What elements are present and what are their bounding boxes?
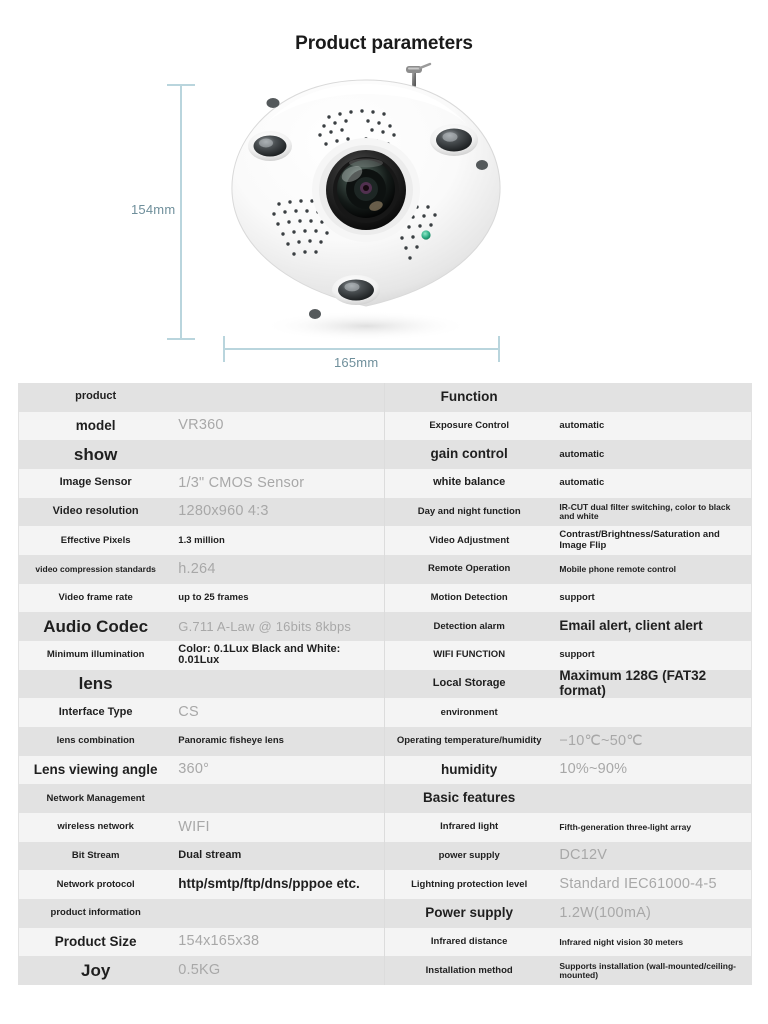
table-row — [19, 784, 384, 813]
sensor-dot-bottom — [309, 309, 321, 319]
spec-label: Detection alarm — [433, 621, 505, 632]
table-row — [19, 727, 384, 756]
spec-value: automatic — [559, 478, 605, 489]
table-row — [385, 870, 751, 899]
table-row — [19, 842, 384, 871]
spec-label: Lightning protection level — [411, 879, 528, 890]
spec-value: up to 25 frames — [178, 592, 249, 603]
table-row — [385, 412, 751, 441]
spec-value: Dual stream — [178, 850, 242, 862]
spec-label: environment — [440, 707, 498, 718]
table-row — [19, 584, 384, 613]
table-row — [385, 670, 751, 699]
spec-label: video compression standards — [35, 564, 156, 574]
ir-led-housing-left — [248, 131, 292, 161]
spec-label: model — [75, 418, 116, 433]
spec-value: Infrared night vision 30 meters — [559, 937, 684, 947]
spec-value: Standard IEC61000-4-5 — [559, 876, 717, 892]
table-row — [385, 526, 751, 555]
spec-value: 1/3" CMOS Sensor — [178, 475, 305, 491]
table-row — [385, 842, 751, 871]
spec-value: G.711 A-Law @ 16bits 8kbps — [178, 619, 352, 634]
page-title: Product parameters — [295, 33, 473, 54]
table-row — [19, 526, 384, 555]
spec-value: −10℃~50℃ — [559, 733, 643, 749]
sensor-dot-right — [476, 160, 488, 170]
table-row — [19, 440, 384, 469]
spec-label: Bit Stream — [71, 850, 120, 861]
spec-column-product — [19, 383, 385, 985]
spec-value: Fifth-generation three-light array — [559, 822, 692, 832]
table-row — [385, 784, 751, 813]
spec-value: 154x165x38 — [178, 934, 260, 950]
spec-value: 0.5KG — [178, 962, 221, 978]
spec-label: Infrared light — [440, 822, 499, 833]
camera-illustration — [216, 62, 516, 352]
spec-label: Video resolution — [52, 506, 139, 518]
spec-value: Maximum 128G (FAT32 format) — [559, 669, 707, 699]
spec-value: http/smtp/ftp/dns/pppoe etc. — [178, 877, 360, 892]
table-row — [385, 498, 751, 527]
spec-label: Minimum illumination — [46, 650, 145, 661]
spec-label: Day and night function — [417, 506, 521, 517]
table-row — [385, 698, 751, 727]
ir-led-housing-right — [430, 124, 478, 156]
spec-label: WIFI FUNCTION — [433, 650, 506, 661]
spec-column-function — [385, 383, 751, 985]
spec-value: 1280x960 4:3 — [178, 504, 269, 520]
table-row — [19, 383, 384, 412]
dimension-width-cap-right — [498, 336, 500, 362]
spec-label: Lens viewing angle — [33, 762, 158, 777]
spec-value: support — [559, 592, 595, 603]
spec-label: product information — [50, 908, 141, 919]
hero-section — [0, 0, 768, 383]
spec-label: Infrared distance — [430, 936, 508, 947]
spec-value: DC12V — [559, 848, 608, 864]
table-row — [385, 440, 751, 469]
table-row — [19, 612, 384, 641]
spec-label: Joy — [81, 961, 111, 980]
spec-label: Installation method — [425, 965, 513, 976]
spec-value: 1.2W(100mA) — [559, 905, 652, 921]
spec-value: Contrast/Brightness/Saturation and Image Flip — [559, 530, 720, 551]
spec-label: Basic features — [423, 791, 516, 806]
spec-label: lens combination — [56, 736, 135, 747]
table-row — [385, 756, 751, 785]
fisheye-lens — [312, 138, 420, 242]
table-row — [19, 899, 384, 928]
spec-label: Operating temperature/humidity — [396, 736, 542, 747]
spec-value: automatic — [559, 449, 605, 460]
spec-value: support — [559, 650, 595, 661]
spec-label: white balance — [433, 477, 506, 489]
spec-value: 1.3 million — [178, 535, 225, 546]
spec-value: IR-CUT dual filter switching, color to black and white — [559, 502, 731, 522]
table-row — [19, 956, 384, 985]
spec-label: Network protocol — [56, 879, 135, 890]
spec-value: h.264 — [178, 561, 216, 577]
spec-label: power supply — [438, 850, 500, 861]
table-row — [19, 870, 384, 899]
table-row — [385, 612, 751, 641]
spec-value: CS — [178, 704, 199, 720]
spec-label: Product Size — [54, 934, 137, 949]
table-row — [19, 928, 384, 957]
table-row — [385, 555, 751, 584]
table-row — [19, 469, 384, 498]
table-row — [385, 383, 751, 412]
table-row — [19, 412, 384, 441]
spec-value: 10%~90% — [559, 762, 628, 778]
dimension-width-label: 165mm — [334, 355, 379, 370]
spec-label: product — [75, 391, 117, 403]
spec-label: Video Adjustment — [429, 535, 510, 546]
status-led-green — [421, 230, 430, 239]
table-row — [19, 555, 384, 584]
spec-value: VR360 — [178, 418, 224, 434]
dimension-height-line — [180, 84, 182, 340]
spec-label: Local Storage — [432, 678, 506, 690]
table-row — [19, 698, 384, 727]
sensor-dot-top-left — [267, 98, 280, 108]
spec-label: humidity — [441, 762, 498, 777]
spec-value: Email alert, client alert — [559, 619, 703, 634]
spec-value: automatic — [559, 420, 605, 431]
table-row — [385, 956, 751, 985]
spec-value: Mobile phone remote control — [559, 564, 677, 574]
ir-led-housing-bottom — [332, 275, 380, 305]
table-row — [385, 928, 751, 957]
antenna-connector — [406, 64, 430, 87]
spec-label: Interface Type — [58, 706, 133, 718]
table-row — [385, 813, 751, 842]
spec-value: 360° — [178, 762, 210, 778]
spec-label: show — [73, 445, 118, 464]
table-row — [19, 641, 384, 670]
table-row — [385, 641, 751, 670]
table-row — [385, 899, 751, 928]
spec-label: Function — [440, 390, 498, 405]
dimension-height-cap-bottom — [167, 338, 195, 340]
spec-label: Power supply — [425, 906, 514, 921]
table-row — [19, 756, 384, 785]
spec-label: Video frame rate — [58, 592, 133, 603]
spec-label: lens — [78, 674, 113, 693]
product-image-vr360-camera — [216, 62, 516, 352]
table-row — [385, 584, 751, 613]
spec-label: gain control — [430, 447, 508, 462]
spec-value: Supports installation (wall-mounted/ceiling-mounted) — [559, 961, 736, 980]
spec-value: WIFI — [178, 819, 210, 835]
spec-label: Image Sensor — [59, 477, 132, 489]
spec-label: Network Management — [46, 793, 145, 804]
spec-label: Exposure Control — [429, 420, 510, 431]
table-row — [385, 727, 751, 756]
spec-label: Audio Codec — [43, 617, 149, 636]
table-row — [19, 670, 384, 699]
dimension-width-line — [224, 348, 500, 350]
spec-value: Color: 0.1Lux Black and White: 0.01Lux — [178, 643, 341, 667]
table-row — [19, 498, 384, 527]
specifications-table — [18, 383, 752, 985]
spec-label: wireless network — [57, 822, 134, 833]
spec-label: Effective Pixels — [60, 535, 131, 546]
spec-label: Remote Operation — [428, 564, 511, 575]
spec-label: Motion Detection — [430, 592, 508, 603]
table-row — [385, 469, 751, 498]
spec-value: Panoramic fisheye lens — [178, 736, 284, 747]
dimension-height-label: 154mm — [128, 200, 178, 219]
table-row — [19, 813, 384, 842]
